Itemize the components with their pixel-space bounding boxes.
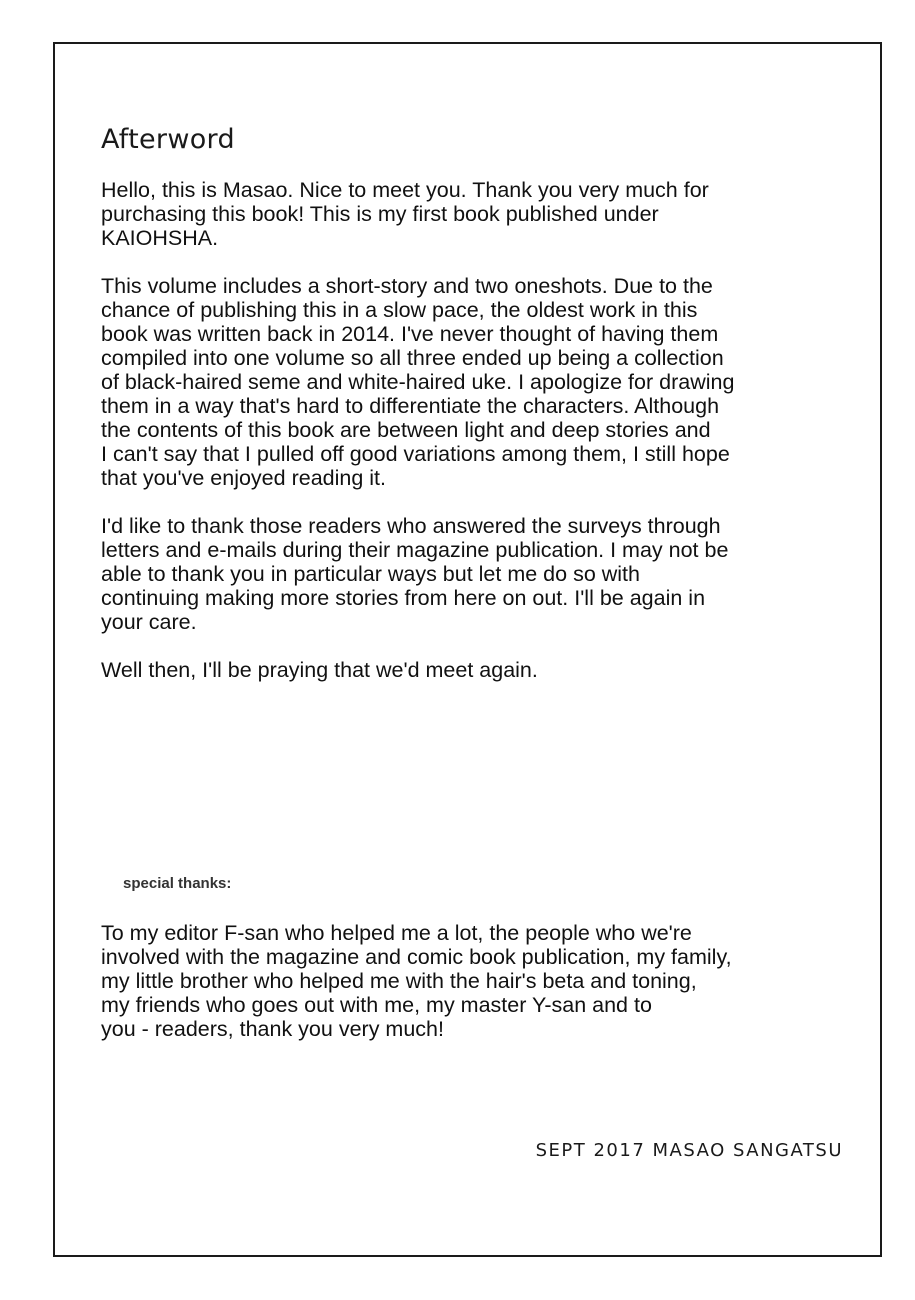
paragraph-reader-thanks: I'd like to thank those readers who answered the surveys through letters and e-mails during their magazine publication. I may not be able to thank you in particular ways but let me do so with continuing making more stories from here on out. I'll be again in your care.: [101, 514, 729, 634]
paragraph-volume-info: This volume includes a short-story and two oneshots. Due to the chance of publishing this in a slow pace, the oldest work in this book was written back in 2014. I've never thought of having them compiled into one volume so all three ended up being a collection of black-haired seme and white-haired uke. I apologize for drawing them in a way that's hard to differentiate the characters. Although the contents of this book are between light and deep stories and I can't say that I pulled off good variations among them, I still hope that you've enjoyed reading it.: [101, 274, 735, 490]
page-title: Afterword: [101, 124, 235, 155]
paragraph-greeting: Hello, this is Masao. Nice to meet you. Thank you very much for purchasing this book! This is my first book published under KAIOHSHA.: [101, 178, 709, 250]
special-thanks-heading: special thanks:: [123, 875, 232, 892]
signature: SEPT 2017 MASAO SANGATSU: [535, 1140, 843, 1161]
paragraph-farewell: Well then, I'll be praying that we'd meet again.: [101, 658, 538, 682]
special-thanks-text: To my editor F-san who helped me a lot, the people who we're involved with the magazine and comic book publication, my family, my little brother who helped me with the hair's beta and toning, my friends who goes out with me, my master Y-san and to you - readers, thank you very much!: [101, 921, 732, 1041]
